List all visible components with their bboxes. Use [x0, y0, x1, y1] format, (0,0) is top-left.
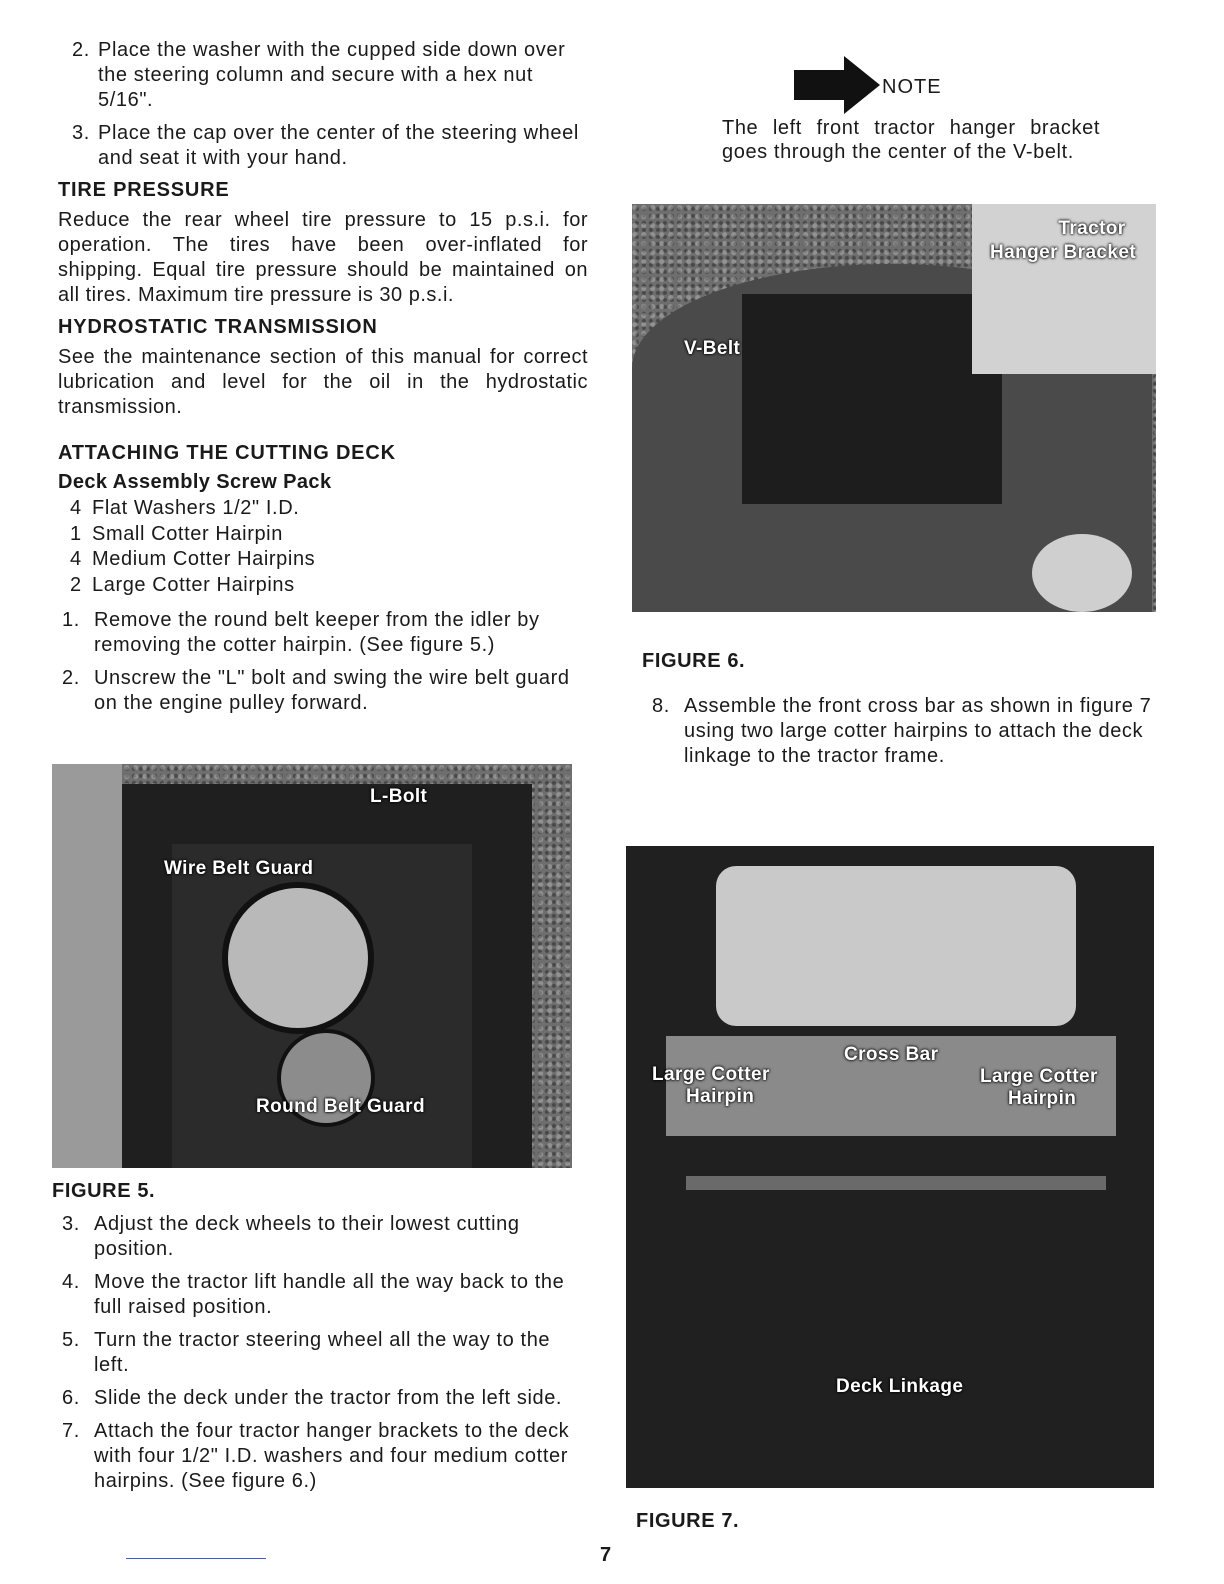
list-item: [58, 547, 588, 573]
arrow-right-icon: [794, 56, 880, 114]
step-6-slide-deck: [58, 1386, 588, 1411]
figure-7-label-hairpin-left: Hairpin: [686, 1086, 755, 1107]
frame-left-edge: [52, 764, 122, 1168]
step-number: 6.: [62, 1387, 80, 1409]
note-callout: [794, 56, 994, 112]
tire-pressure-text: Reduce the rear wheel tire pressure to 15 p.s.i. for operation. The tires have been over-inflated for shipping. Equal tire pressure should be maintained on all tires. Maximum tire pressure is 30 p.s.i.: [58, 209, 588, 306]
step-number: 2.: [62, 667, 80, 689]
figure-6-label-tractor: Tractor: [1058, 218, 1126, 239]
figure-5-label-round-belt-guard: Round Belt Guard: [256, 1096, 425, 1117]
step-1-belt-keeper: [58, 608, 588, 658]
tractor-underside: [716, 866, 1076, 1026]
figure-7-label-large-cotter-left: Large Cotter: [652, 1064, 770, 1085]
note-text: The left front tractor hanger bracket goes through the center of the V-belt.: [722, 117, 1100, 163]
left-column-bottom: [58, 1212, 588, 1502]
figure-7-label-large-cotter-right: Large Cotter: [980, 1066, 1098, 1087]
step-text: Place the cap over the center of the steering wheel and seat it with your hand.: [98, 122, 579, 169]
step-text: Assemble the front cross bar as shown in figure 7 using two large cotter hairpins to attach the deck linkage to the tractor frame.: [684, 695, 1152, 767]
footer-rule: [126, 1558, 266, 1559]
pack-item: Small Cotter Hairpin: [92, 522, 283, 545]
figure-7-label-hairpin-right: Hairpin: [1008, 1088, 1077, 1109]
pack-item: Flat Washers 1/2" I.D.: [92, 497, 300, 519]
figure-5-label-l-bolt: L-Bolt: [370, 786, 428, 807]
step-4-lift-handle: [58, 1270, 588, 1320]
note-label: NOTE: [882, 76, 942, 98]
figure-6-photo: [632, 204, 1156, 612]
step-number: 1.: [62, 609, 80, 631]
tire-pressure-heading: TIRE PRESSURE: [58, 179, 230, 201]
step-text: Adjust the deck wheels to their lowest cutting position.: [94, 1213, 520, 1260]
step-3-deck-wheels: [58, 1212, 588, 1262]
pack-qty: 4: [70, 548, 82, 570]
step-8-cross-bar: [648, 694, 1198, 769]
page-number: 7: [600, 1544, 612, 1566]
pack-qty: 2: [70, 573, 82, 596]
step-number: 8.: [652, 695, 670, 717]
step-text: Slide the deck under the tractor from the left side.: [94, 1387, 563, 1409]
figure-6-caption: FIGURE 6.: [642, 650, 746, 672]
step-number: 5.: [62, 1329, 80, 1351]
screw-pack-subheading: Deck Assembly Screw Pack: [58, 471, 332, 493]
pack-item: Medium Cotter Hairpins: [92, 548, 316, 570]
figure-5-label-wire-belt-guard: Wire Belt Guard: [164, 858, 314, 879]
step-5-steering: [58, 1328, 588, 1378]
figure-6-label-hanger-bracket: Hanger Bracket: [990, 242, 1137, 263]
step-text: Place the washer with the cupped side down over the steering column and secure with a hex nut 5/16".: [98, 39, 566, 111]
step-text: Attach the four tractor hanger brackets to the deck with four 1/2" I.D. washers and four medium cotter hairpins. (See figure 6.): [94, 1420, 570, 1492]
step-number: 4.: [62, 1271, 80, 1293]
step-number: 7.: [62, 1420, 80, 1442]
hydrostatic-text: See the maintenance section of this manual for correct lubrication and level for the oil in the hydrostatic transmission.: [58, 346, 588, 418]
step-2-l-bolt: [58, 666, 588, 716]
attaching-deck-heading: ATTACHING THE CUTTING DECK: [58, 442, 396, 464]
screw-pack-list: [58, 496, 588, 598]
figure-6-label-v-belt: V-Belt: [684, 338, 741, 359]
figure-5-photo: [52, 764, 572, 1168]
figure-7-label-deck-linkage: Deck Linkage: [836, 1376, 964, 1397]
deck-wheel: [1032, 534, 1132, 612]
pack-qty: 4: [70, 497, 82, 519]
step-3-cap: [58, 121, 588, 171]
step-text: Turn the tractor steering wheel all the way to the left.: [94, 1329, 551, 1376]
step-2-washer: [58, 38, 588, 113]
step-number: 3.: [72, 122, 90, 144]
linkage-rod: [686, 1176, 1106, 1190]
belt-area: [742, 294, 1002, 504]
figure-5-caption: FIGURE 5.: [52, 1180, 156, 1202]
list-item: [58, 522, 588, 548]
list-item: [58, 496, 588, 522]
step-text: Unscrew the "L" bolt and swing the wire belt guard on the engine pulley forward.: [94, 667, 570, 714]
pack-item: Large Cotter Hairpins: [92, 573, 295, 596]
figure-7-label-cross-bar: Cross Bar: [844, 1044, 939, 1065]
step-text: Remove the round belt keeper from the idler by removing the cotter hairpin. (See figure 5.): [94, 609, 540, 656]
step-text: Move the tractor lift handle all the way back to the full raised position.: [94, 1271, 565, 1318]
hydrostatic-heading: HYDROSTATIC TRANSMISSION: [58, 316, 378, 338]
list-item: [58, 573, 588, 599]
left-column: [58, 38, 588, 724]
step-7-hanger-brackets: [58, 1419, 588, 1494]
step-number: 3.: [62, 1213, 80, 1235]
figure-7-caption: FIGURE 7.: [636, 1510, 740, 1532]
pack-qty: 1: [70, 522, 82, 545]
step-number: 2.: [72, 39, 90, 61]
figure-7-photo: [626, 846, 1154, 1488]
engine-pulley: [222, 882, 374, 1034]
